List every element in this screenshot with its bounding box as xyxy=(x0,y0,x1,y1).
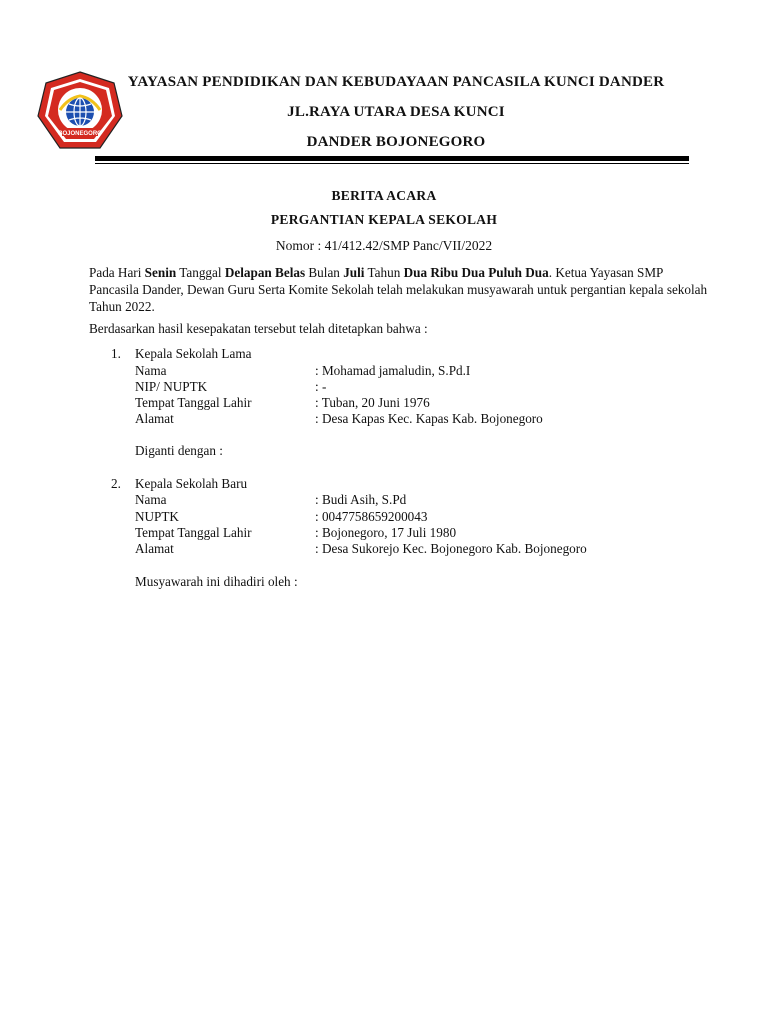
old-head-address-value: : Desa Kapas Kec. Kapas Kab. Bojonegoro xyxy=(315,411,543,426)
doc-number: Nomor : 41/412.42/SMP Panc/VII/2022 xyxy=(275,238,493,253)
old-head-name-value: : Mohamad jamaludin, S.Pd.I xyxy=(315,363,471,378)
new-head-birth-label: Tempat Tanggal Lahir xyxy=(135,525,252,540)
doc-title: BERITA ACARA xyxy=(331,188,437,203)
attended-text: Musyawarah ini dihadiri oleh : xyxy=(135,574,298,589)
old-head-nip-label: NIP/ NUPTK xyxy=(135,379,208,394)
replaced-text: Diganti dengan : xyxy=(135,443,223,458)
old-head-nip-value: : - xyxy=(315,379,327,394)
old-head-name-label: Nama xyxy=(135,363,167,378)
new-head-address-label: Alamat xyxy=(135,541,174,556)
new-head-name-label: Nama xyxy=(135,492,167,507)
intro-month: Juli xyxy=(343,265,365,280)
new-head-name-value: : Budi Asih, S.Pd xyxy=(315,492,407,507)
org-city: DANDER BOJONEGORO xyxy=(306,134,486,150)
old-head-heading: Kepala Sekolah Lama xyxy=(135,346,252,361)
intro-paragraph: Pada Hari Senin Tanggal Delapan Belas Bulan Juli Tahun Dua Ribu Dua Puluh Dua. Ketua Yayasan SMP Pancasila Dander, Dewan Guru Serta Komite Sekolah telah melakukan musyawarah untuk pergantian kepala sekolah Tahun 2022. xyxy=(89,265,708,314)
old-head-number: 1. xyxy=(111,346,121,361)
old-head-birth-label: Tempat Tanggal Lahir xyxy=(135,395,252,410)
org-name: YAYASAN PENDIDIKAN DAN KEBUDAYAAN PANCASILA KUNCI DANDER xyxy=(127,74,665,90)
new-head-number: 2. xyxy=(111,476,121,491)
new-head-nuptk-value: : 0047758659200043 xyxy=(315,509,428,524)
doc-subtitle: PERGANTIAN KEPALA SEKOLAH xyxy=(270,212,498,227)
intro-date: Delapan Belas xyxy=(224,265,306,280)
old-head-address-label: Alamat xyxy=(135,411,174,426)
logo-text: BOJONEGORO xyxy=(58,131,102,137)
org-address: JL.RAYA UTARA DESA KUNCI xyxy=(287,104,505,120)
letterhead-rule xyxy=(95,156,689,161)
intro-day: Senin xyxy=(144,265,177,280)
letterhead-rule-thin xyxy=(95,163,689,164)
new-head-address-value: : Desa Sukorejo Kec. Bojonegoro Kab. Bojonegoro xyxy=(315,541,587,556)
new-head-birth-value: : Bojonegoro, 17 Juli 1980 xyxy=(315,525,457,540)
basis-text: Berdasarkan hasil kesepakatan tersebut telah ditetapkan bahwa : xyxy=(89,321,428,336)
old-head-birth-value: : Tuban, 20 Juni 1976 xyxy=(315,395,430,410)
new-head-nuptk-label: NUPTK xyxy=(135,509,179,524)
new-head-heading: Kepala Sekolah Baru xyxy=(135,476,248,491)
intro-year: Dua Ribu Dua Puluh Dua xyxy=(403,265,549,280)
